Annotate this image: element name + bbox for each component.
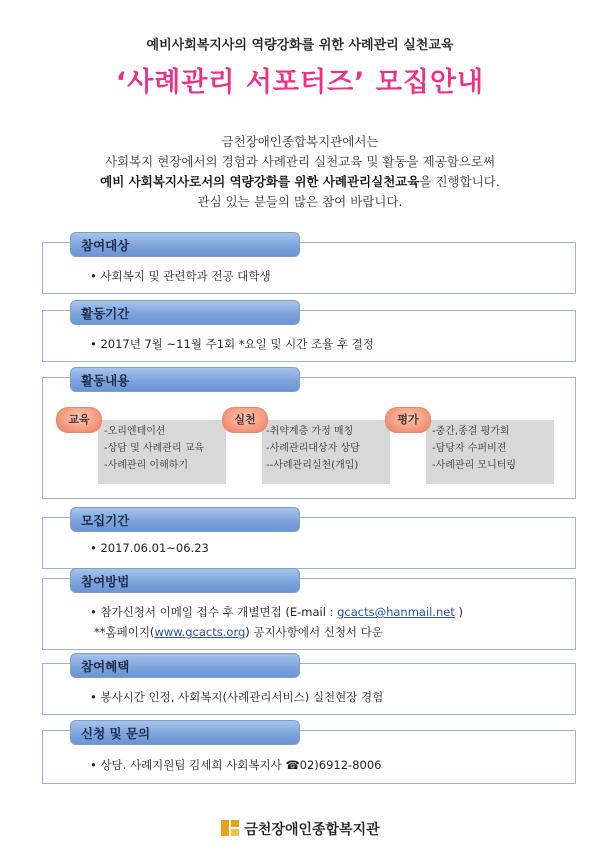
section-title: 활동기간 [70, 300, 300, 325]
intro-text [0, 132, 600, 212]
intro-line-4: 관심 있는 분들의 많은 참여 바랍니다. [197, 194, 403, 209]
section-item: • 2017년 7월 ~11월 주1회 *요일 및 시간 조율 후 결정 [90, 337, 374, 351]
section-item: • 2017.06.01~06.23 [90, 541, 209, 555]
activity-item: -취약계층 가정 매칭 [266, 426, 354, 437]
section-benefit [42, 653, 576, 715]
org-name: 금천장애인종합복지관 [244, 822, 380, 838]
activity-item: --사례관리실천(개입) [266, 460, 359, 471]
intro-line-1: 금천장애인종합복지관에서는 [221, 134, 379, 149]
method-line-2-end: ) 공지사항에서 신청서 다운 [245, 625, 383, 639]
intro-line-2: 사회복지 현장에서의 경험과 사례관리 실천교육 및 활동을 제공함으로써 [104, 154, 496, 169]
section-activities [42, 367, 576, 499]
activity-item: -사례관리 모니터링 [432, 460, 517, 471]
section-title: 모집기간 [70, 507, 300, 532]
section-item: • 사회복지 및 관련학과 전공 대학생 [90, 269, 271, 283]
section-contact [42, 720, 576, 784]
section-title: 참여대상 [70, 232, 300, 257]
footer [0, 818, 600, 839]
section-title: 참여혜택 [70, 653, 300, 678]
activity-item: -사례관리 이해하기 [104, 460, 189, 471]
section-recruit [42, 507, 576, 569]
activity-item: -상담 및 사례관리 교육 [104, 443, 205, 454]
section-title: 참여방법 [70, 568, 300, 593]
subtitle: 예비사회복지사의 역량강화를 위한 사례관리 실천교육 [146, 38, 454, 53]
activity-pill-education: 교육 [56, 407, 102, 433]
activity-list-education [104, 423, 204, 474]
section-period [42, 300, 576, 362]
section-item: • 봉사시간 인정, 사회복지(사례관리서비스) 실천현장 경험 [90, 690, 384, 704]
section-method [42, 568, 576, 648]
activity-list-evaluation [432, 423, 516, 474]
intro-line-3 [0, 172, 600, 192]
activity-item: -오리엔테이션 [104, 426, 166, 437]
section-title: 신청 및 문의 [70, 720, 300, 745]
method-line-1-end: ) [454, 605, 464, 619]
activity-item: -담당자 수퍼비젼 [432, 443, 507, 454]
method-line-1-text: • 참가신청서 이메일 접수 후 개별면접 (E-mail : [90, 605, 338, 619]
section-item: • 상담. 사례지원팀 김세희 사회복지사 ☎02)6912-8006 [90, 758, 382, 772]
method-line-2 [94, 624, 383, 640]
intro-line-3-rest: 을 진행합니다. [419, 174, 500, 189]
main-title: ‘사례관리 서포터즈’ 모집안내 [115, 67, 485, 98]
section-target [42, 232, 576, 294]
method-line-2-text: **홈페이지( [94, 625, 155, 639]
method-line-1 [90, 604, 463, 620]
homepage-link[interactable]: www.gcacts.org [154, 625, 246, 639]
section-title: 활동내용 [70, 367, 300, 392]
intro-line-3-bold: 예비 사회복지사로서의 역량강화를 위한 사례관리실천교육 [100, 174, 420, 189]
org-logo-icon [220, 818, 240, 838]
activity-pill-evaluation: 평가 [385, 407, 431, 433]
activity-list-practice [266, 423, 360, 474]
activity-item: -사례관리대상자 상담 [266, 443, 360, 454]
activity-pill-practice: 실천 [222, 407, 268, 433]
email-link[interactable]: gcacts@hanmail.net [337, 605, 455, 619]
activity-item: -중간,종결 평가회 [432, 426, 510, 437]
